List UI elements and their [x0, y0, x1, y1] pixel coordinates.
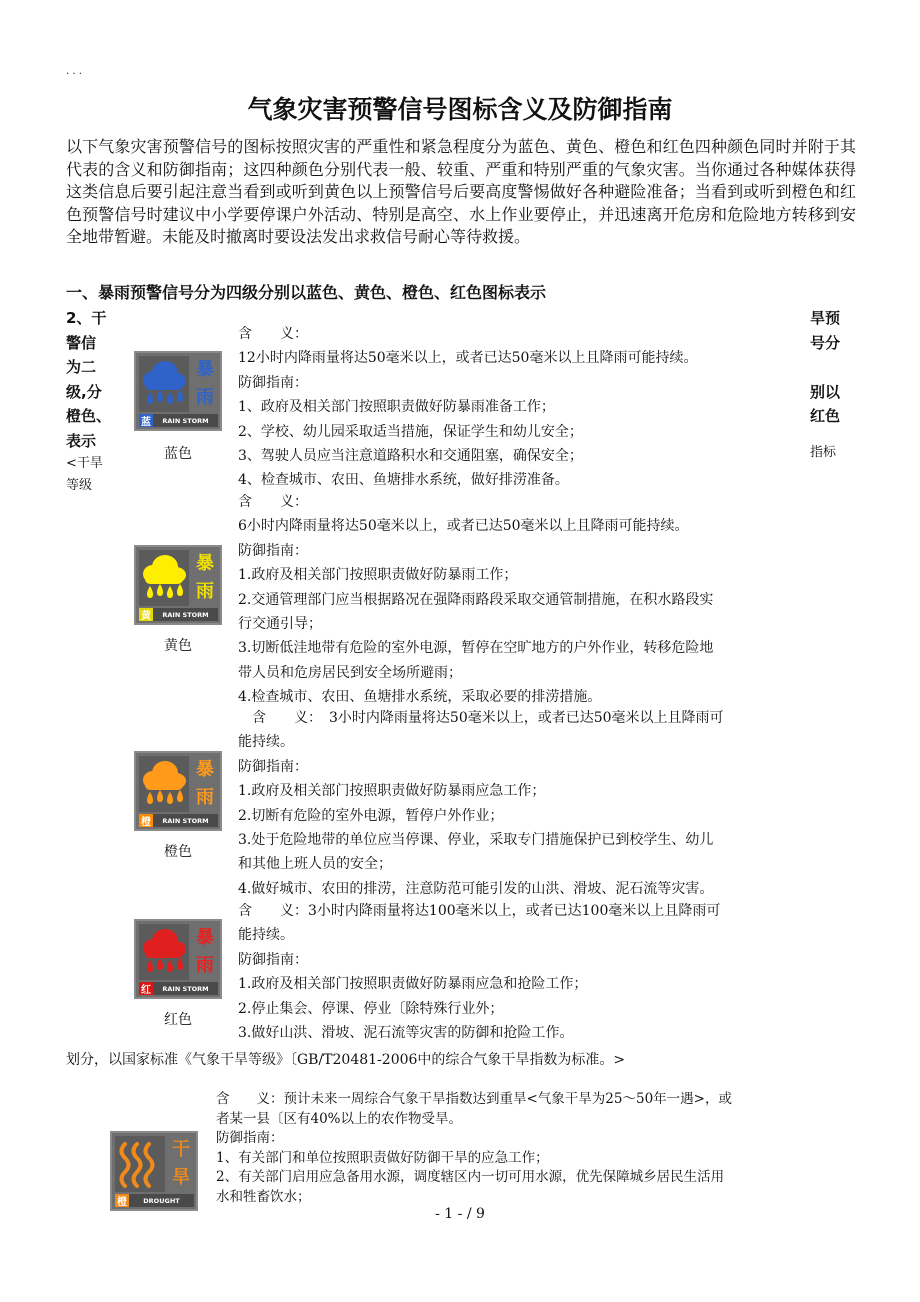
signal-caption: 橙色 [164, 844, 192, 860]
right-col-line: 号分 [810, 333, 841, 352]
right-col-line: 红色 [810, 407, 841, 425]
text-line: 2、学校、幼儿园采取适当措施，保证学生和幼儿安全； [238, 423, 583, 440]
text-line: 2.停止集会、停课、停业〔除特殊行业外； [238, 1000, 504, 1017]
text-line: 水和牲畜饮水； [216, 1188, 311, 1205]
text-line: 含 义：预计未来一周综合气象干旱指数达到重旱<气象干旱为25～50年一遇>，或 [216, 1091, 732, 1107]
right-col-line [810, 355, 850, 380]
sign-char: 干 [172, 1139, 190, 1160]
warning-text-blue [238, 322, 697, 493]
sign-char: 旱 [172, 1167, 190, 1188]
rainstorm-blue-signal-icon [134, 351, 222, 431]
drought-standard-note: 划分，以国家标准《气象干旱等级》〔GB/T20481-2006中的综合气象干旱指数为标准。> [66, 1052, 626, 1068]
text-line: 防御指南： [238, 951, 308, 968]
text-line: 和其他上班人员的安全； [238, 856, 392, 873]
signal-caption: 黄色 [164, 638, 192, 654]
text-line: 1.政府及相关部门按照职责做好防暴雨应急工作； [238, 783, 546, 800]
page-number: - 1 - / 9 [435, 1206, 485, 1222]
sign-char: 暴 [196, 553, 214, 574]
text-line: 防御指南： [238, 542, 308, 559]
text-line: 带人员和危房居民到安全场所避雨； [238, 664, 462, 681]
left-col-line: 警信 [66, 333, 97, 352]
text-line: 含 义：3小时内降雨量将达100毫米以上，或者已达100毫米以上且降雨可 [238, 903, 721, 919]
left-col-line: 级,分 [66, 382, 102, 401]
text-line: 2.切断有危险的室外电源，暂停户外作业； [238, 807, 504, 824]
warning-text-yellow [238, 490, 713, 710]
rainstorm-orange-signal-icon [134, 751, 222, 831]
text-line: 1.政府及相关部门按照职责做好防暴雨应急和抢险工作； [238, 976, 588, 993]
left-col-plain: <干旱 [66, 456, 103, 471]
sign-level-char: 黄 [139, 608, 153, 621]
left-col-line: 为二 [66, 358, 97, 376]
sign-level-char: 红 [139, 982, 153, 995]
text-line: 1、有关部门和单位按照职责做好防御干旱的应急工作； [216, 1149, 549, 1166]
warning-text-drought [216, 1090, 732, 1207]
rain-cloud-icon [139, 924, 189, 980]
rain-cloud-icon [139, 756, 189, 812]
text-line: 防御指南： [216, 1130, 284, 1146]
sign-char: 雨 [196, 955, 214, 976]
warning-text-red [238, 899, 720, 1045]
text-line: 4、检查城市、农田、鱼塘排水系统，做好排涝准备。 [238, 472, 569, 489]
text-line: 含 义： [238, 494, 308, 510]
text-line: 2、有关部门启用应急备用水源，调度辖区内一切可用水源，优先保障城乡居民生活用 [216, 1169, 725, 1185]
signal-caption: 红色 [164, 1012, 192, 1028]
sign-english-label: RAIN STORM [162, 984, 209, 993]
signal-caption: 蓝色 [164, 446, 192, 462]
sign-level-char: 橙 [139, 814, 153, 827]
right-col-line: 别以 [810, 382, 841, 401]
text-line: 含 义： 3小时内降雨量将达50毫米以上，或者已达50毫米以上且降雨可 [238, 710, 724, 726]
text-line: 3.做好山洪、滑坡、泥石流等灾害的防御和抢险工作。 [238, 1025, 574, 1042]
text-line: 3、驾驶人员应当注意道路积水和交通阻塞，确保安全； [238, 448, 583, 465]
left-col-line: 2、干 [66, 309, 107, 327]
intro-paragraph: 以下气象灾害预警信号的图标按照灾害的严重性和紧急程度分为蓝色、黄色、橙色和红色四种颜色同时并附于其代表的含义和防御指南；这四种颜色分别代表一般、较重、严重和特别严重的气象灾害。当你通过各种媒体获得这类信息后要引起注意当看到或听到黄色以上预警信号后要高度警惕做好各种避险准备；当看到或听到橙色和红色预警信号时建议中小学要停课户外活动、特别是高空、水上作业要停止，并迅速离开危房和危险地方转移到安全地带暂避。未能及时撤离时要设法发出求救信号耐心等待救援。 [66, 137, 856, 247]
text-line: 4.检查城市、农田、鱼塘排水系统，采取必要的排涝措施。 [238, 689, 602, 706]
left-column-fragment [66, 306, 114, 497]
sign-char: 雨 [196, 387, 214, 408]
right-col-plain: 指标 [810, 444, 837, 460]
text-line: 含 义： [238, 326, 308, 342]
sign-english-label: DROUGHT [143, 1196, 180, 1205]
left-col-line: 橙色、 [66, 407, 112, 425]
sign-char: 暴 [196, 359, 214, 380]
drought-orange-signal-icon [110, 1131, 198, 1211]
text-line: 能持续。 [238, 927, 294, 944]
right-col-line: 旱预 [810, 309, 841, 327]
right-column-fragment [810, 306, 850, 465]
text-line: 6小时内降雨量将达50毫米以上，或者已达50毫米以上且降雨可能持续。 [238, 518, 689, 535]
text-line: 3.切断低洼地带有危险的室外电源，暂停在空旷地方的户外作业，转移危险地 [238, 640, 714, 657]
text-line: 行交通引导； [238, 616, 322, 633]
rain-cloud-icon [139, 356, 189, 412]
sign-english-label: RAIN STORM [162, 816, 209, 825]
rainstorm-yellow-signal-icon [134, 545, 222, 625]
text-line: 12小时内降雨量将达50毫米以上，或者已达50毫米以上且降雨可能持续。 [238, 350, 698, 367]
sign-level-char: 橙 [115, 1194, 129, 1207]
text-line: 4.做好城市、农田的排涝，注意防范可能引发的山洪、滑坡、泥石流等灾害。 [238, 880, 714, 897]
sign-char: 暴 [196, 927, 214, 948]
rain-cloud-icon [139, 550, 189, 606]
text-line: 1.政府及相关部门按照职责做好防暴雨工作； [238, 567, 518, 584]
section-heading-rainstorm: 一、暴雨预警信号分为四级分别以蓝色、黄色、橙色、红色图标表示 [66, 283, 547, 302]
sign-level-char: 蓝 [139, 414, 153, 427]
sign-char: 雨 [196, 787, 214, 808]
text-line: 1、政府及相关部门按照职责做好防暴雨准备工作； [238, 399, 555, 416]
text-line: 者某一县〔区有40%以上的农作物受旱。 [216, 1110, 463, 1127]
page-title: 气象灾害预警信号图标含义及防御指南 [247, 95, 673, 124]
text-line: 2.交通管理部门应当根据路况在强降雨路段采取交通管制措施，在积水路段实 [238, 591, 714, 608]
text-line: 3.处于危险地带的单位应当停课、停业，采取专门措施保护已到校学生、幼儿 [238, 832, 714, 849]
text-line: 防御指南： [238, 374, 308, 391]
header-dots: . . . [66, 66, 82, 77]
heat-waves-icon [115, 1136, 165, 1192]
text-line: 能持续。 [238, 734, 294, 751]
text-line: 防御指南： [238, 758, 308, 775]
warning-text-orange [238, 706, 724, 901]
left-col-line: 表示 [66, 431, 97, 450]
sign-english-label: RAIN STORM [162, 610, 209, 619]
sign-english-label: RAIN STORM [162, 416, 209, 425]
rainstorm-red-signal-icon [134, 919, 222, 999]
left-col-plain: 等级 [66, 478, 93, 493]
sign-char: 雨 [196, 581, 214, 602]
sign-char: 暴 [196, 759, 214, 780]
